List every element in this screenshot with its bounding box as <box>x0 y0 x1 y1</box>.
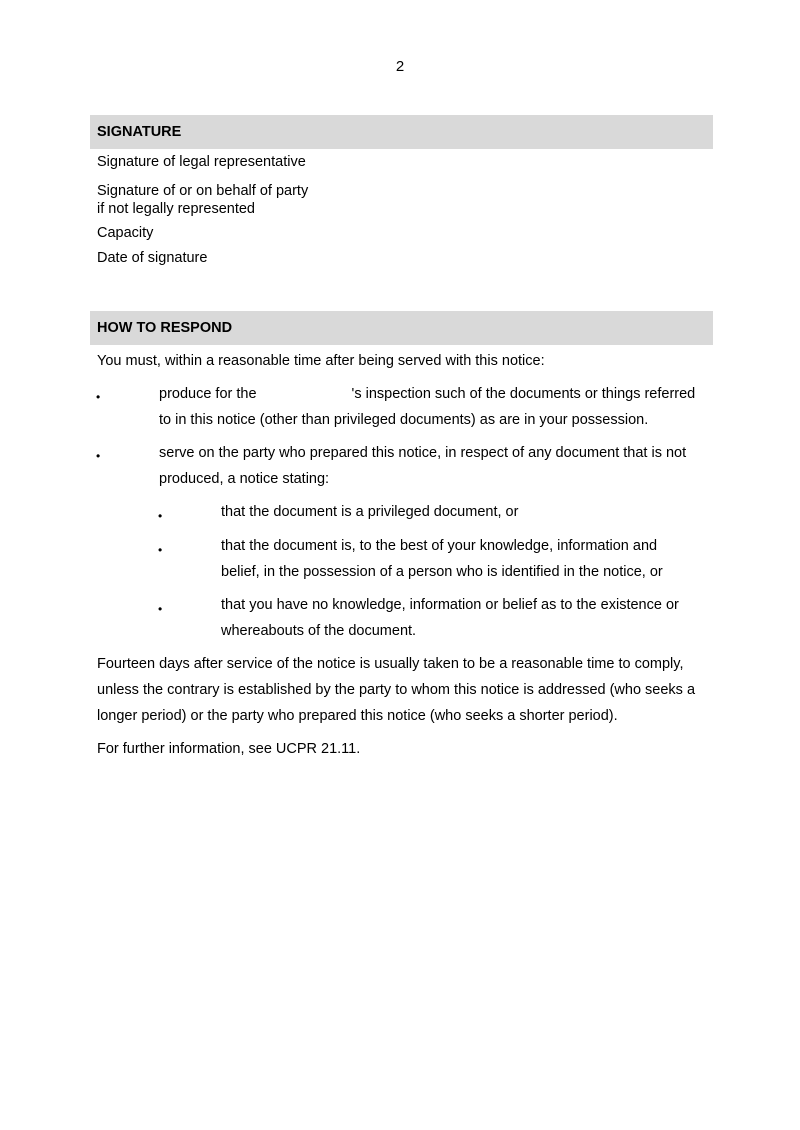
bullet-2-line2: produced, a notice stating: <box>159 471 330 487</box>
signature-date-label: Date of signature <box>97 250 208 266</box>
sub-bullet-2-line1: that the document is, to the best of your knowledge, information and <box>221 538 658 554</box>
signature-party-line2: if not legally represented <box>97 201 255 217</box>
signature-capacity-label: Capacity <box>97 225 154 241</box>
reasonable-time-paragraph: Fourteen days after service of the notice is usually taken to be a reasonable time to comply, unless the contrary is established by the party to whom this notice is addressed (who seeks a longer period) or the party who prepared this notice (who seeks a shorter period). <box>97 656 696 724</box>
sub-bullet-3-text <box>221 592 679 644</box>
signature-heading: SIGNATURE <box>90 115 713 149</box>
bullet-1-before: produce for the <box>159 386 257 402</box>
sub-bullet-2-text <box>221 533 663 585</box>
sub-bullet-3-line1: that you have no knowledge, information or belief as to the existence or <box>221 597 679 613</box>
signature-party-line1: Signature of or on behalf of party <box>97 183 309 199</box>
bullet-2-marker: • <box>96 449 101 463</box>
signature-party-label <box>97 182 308 218</box>
respond-heading: HOW TO RESPOND <box>90 311 713 345</box>
bullet-2-text <box>159 440 686 492</box>
sub-bullet-1-marker: • <box>158 509 163 523</box>
bullet-1-line2: to in this notice (other than privileged documents) as are in your possession. <box>159 412 649 428</box>
respond-intro: You must, within a reasonable time after being served with this notice: <box>97 353 545 369</box>
bullet-1-after: 's inspection such of the documents or things referred <box>351 386 696 402</box>
bullet-2-line1: serve on the party who prepared this notice, in respect of any document that is not <box>159 445 687 461</box>
bullet-1-marker: • <box>96 390 101 404</box>
sub-bullet-3-line2: whereabouts of the document. <box>221 623 417 639</box>
sub-bullet-1-text: that the document is a privileged document, or <box>221 504 519 520</box>
sub-bullet-2-line2: belief, in the possession of a person who is identified in the notice, or <box>221 564 663 580</box>
signature-legal-rep-label: Signature of legal representative <box>97 154 306 170</box>
sub-bullet-3-marker: • <box>158 602 163 616</box>
further-info-paragraph: For further information, see UCPR 21.11. <box>97 741 361 757</box>
page-number: 2 <box>395 58 405 75</box>
bullet-1-text <box>159 381 695 433</box>
sub-bullet-2-marker: • <box>158 543 163 557</box>
